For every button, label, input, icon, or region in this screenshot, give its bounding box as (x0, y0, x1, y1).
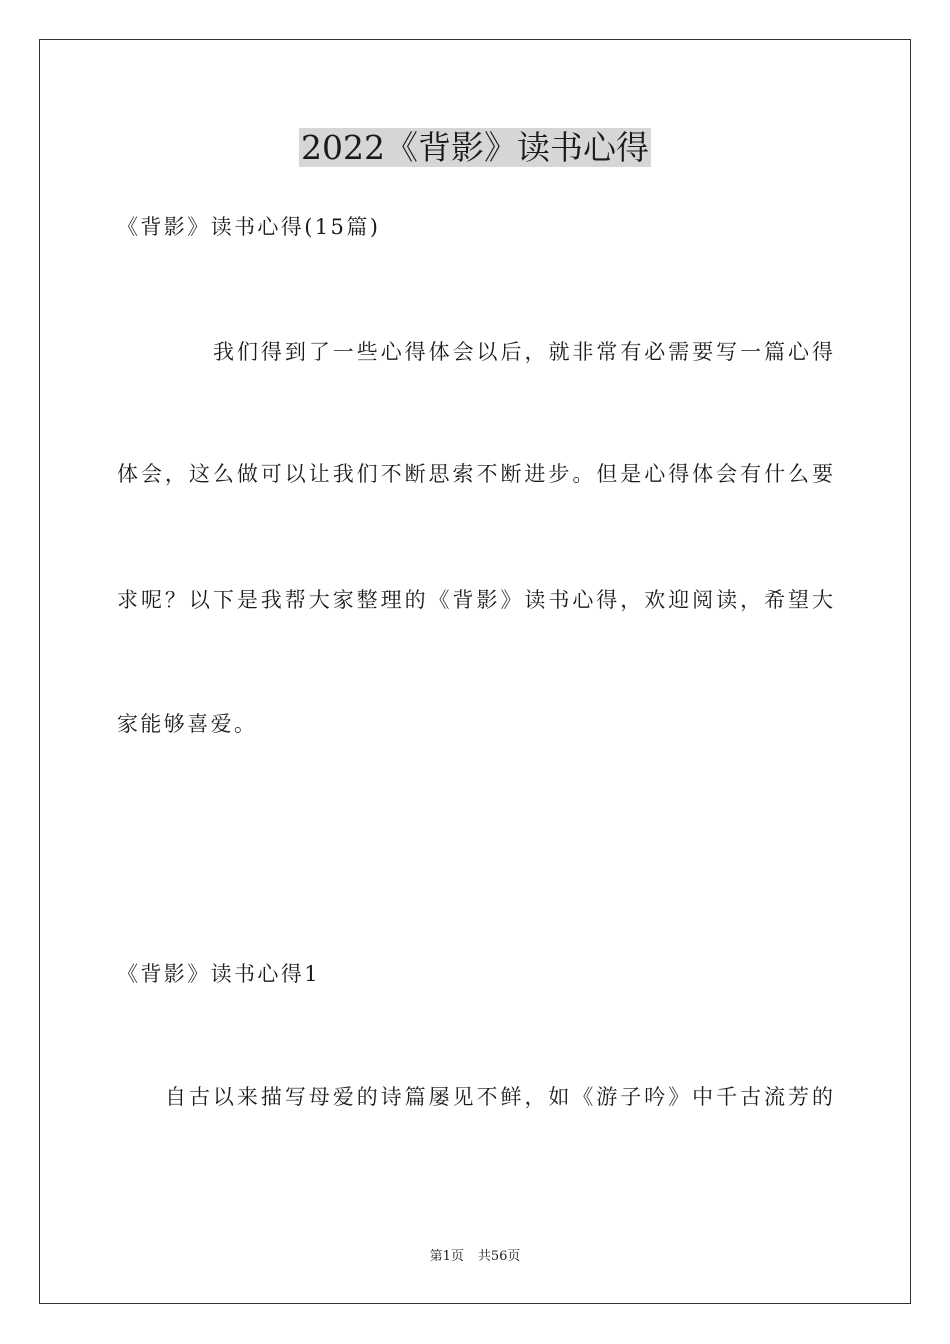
section-heading: 《背影》读书心得1 (117, 962, 320, 986)
page-total: 共56页 (477, 1249, 521, 1264)
subtitle: 《背影》读书心得(15篇) (117, 215, 381, 239)
document-title (0, 126, 950, 170)
intro-line-1: 我们得到了一些心得体会以后，就非常有必需要写一篇心得 (213, 340, 833, 364)
intro-line-2: 体会，这么做可以让我们不断思索不断进步。但是心得体会有什么要 (117, 462, 833, 486)
page-footer (0, 1248, 950, 1266)
title-text: 2022《背影》读书心得 (301, 128, 649, 167)
intro-line-4: 家能够喜爱。 (117, 712, 258, 736)
section-paragraph-line-1: 自古以来描写母爱的诗篇屡见不鲜，如《游子吟》中千古流芳的 (165, 1085, 833, 1109)
intro-line-3: 求呢？以下是我帮大家整理的《背影》读书心得，欢迎阅读，希望大 (117, 588, 833, 612)
page-number: 第1页 (429, 1249, 464, 1264)
